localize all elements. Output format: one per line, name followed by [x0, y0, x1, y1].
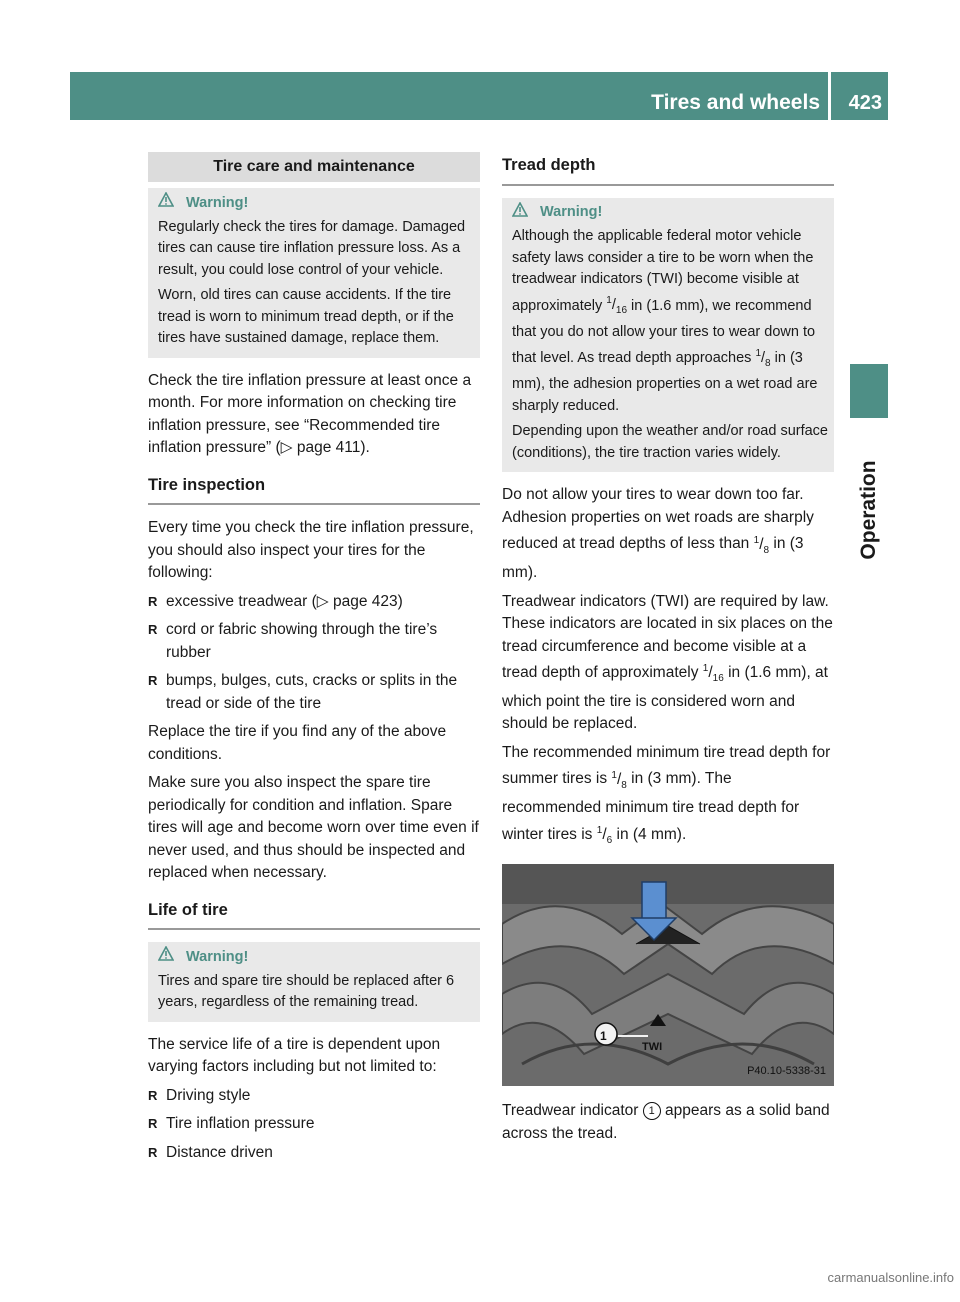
fraction-1-8: $^1/_8$ [755, 348, 771, 369]
figure-caption [502, 1100, 834, 1145]
text-span: in (4 mm). [616, 825, 687, 843]
warning-title [158, 946, 474, 969]
tire-tread-drawing [502, 864, 834, 1086]
paragraph-tread-wear [502, 484, 834, 584]
warning-text [512, 226, 828, 417]
header-bar [70, 72, 888, 120]
text-span: in (3 mm). [502, 535, 804, 582]
fraction-1-16: $^1/_{16}$ [606, 295, 628, 317]
fraction-1-8: $^1/_8$ [753, 534, 770, 556]
warning-title-text: Warning! [186, 194, 249, 211]
paragraph-check-pressure: Check the tire inflation pressure at least once a month. For more information on checking tire inflation pressure, see “Recommended tire inflation pressure” (▷ page 411). [148, 371, 472, 456]
list-item: R excessive treadwear (▷ page 423) [148, 591, 480, 614]
warning-title-text: Warning! [186, 948, 249, 965]
list-item: R bumps, bulges, cuts, cracks or splits in the tread or side of the tire [148, 670, 480, 715]
paragraph-inspection: Every time you check the tire inflation pressure, you should also inspect your tires for the following: [148, 519, 474, 581]
denominator: 6 [606, 834, 613, 846]
text-span: Although the applicable federal motor vehicle safety laws consider a tire to be worn when the treadwear indicators (TWI) become visible at approximately [512, 228, 814, 314]
warning-text: Tires and spare tire should be replaced after 6 years, regardless of the remaining tread. [158, 972, 455, 1010]
fraction-1-6: $^1/_6$ [596, 824, 613, 846]
denominator: 8 [621, 779, 627, 791]
heading-tread-depth: Tread depth [502, 154, 834, 186]
left-column [148, 152, 480, 1170]
watermark: carmanualsonline.info [827, 1270, 954, 1285]
warning-triangle-icon [158, 192, 174, 215]
paragraph-twi [502, 591, 834, 736]
section-title-tire-care: Tire care and maintenance [148, 152, 480, 182]
numerator: 1 [606, 295, 612, 307]
numerator: 1 [611, 769, 617, 781]
inspection-list [148, 591, 480, 716]
figure-code: P40.10-5338-31 [747, 1064, 826, 1077]
tire-tread-illustration [502, 864, 834, 1086]
warning-box-tread-depth [502, 198, 834, 473]
list-item: R Tire inflation pressure [148, 1113, 480, 1136]
numerator: 1 [702, 663, 709, 675]
header-divider [828, 72, 831, 120]
text-span: appears as a solid band across the tread. [502, 1102, 830, 1142]
paragraph-spare-tire: Make sure you also inspect the spare tire periodically for condition and inflation. Spare tires will age and become worn over time even if never used, and thus should be inspected and replaced when necessary. [148, 774, 479, 881]
paragraph-replace: Replace the tire if you find any of the above conditions. [148, 723, 447, 763]
side-tab [850, 364, 888, 418]
numerator: 1 [753, 534, 760, 546]
list-item: R cord or fabric showing through the tire’s rubber [148, 619, 480, 664]
warning-box-tire-damage [148, 188, 480, 358]
text-span: in (1.6 mm), at which point the tire is considered worn and should be replaced. [502, 664, 828, 733]
denominator: 8 [763, 544, 770, 556]
warning-triangle-icon [158, 946, 174, 969]
text-span: in (3 mm), the adhesion properties on a wet road are sharply reduced. [512, 350, 818, 414]
warning-title [158, 192, 474, 215]
text-span: Treadwear indicator [502, 1102, 639, 1120]
text-span: Treadwear indicators (TWI) are required by law. These indicators are located in six places on the tread circumference and become visible at a tread depth of approximately [502, 592, 833, 682]
fraction-1-16: $^1/_{16}$ [702, 663, 724, 685]
list-item: R Driving style [148, 1085, 480, 1108]
warning-box-tire-age [148, 942, 480, 1022]
page-number: 423 [848, 92, 882, 114]
warning-text: Regularly check the tires for damage. Damaged tires can cause tire inflation pressure loss. As a result, you could lose control of your vehicle. [158, 218, 466, 278]
right-column [502, 152, 834, 1151]
numerator: 1 [596, 824, 603, 836]
figure-callout-number: 1 [600, 1029, 607, 1044]
side-label: Operation [857, 460, 880, 560]
denominator: 8 [765, 357, 771, 369]
life-factors-list [148, 1085, 480, 1165]
warning-text: Worn, old tires can cause accidents. If the tire tread is worn to minimum tread depth, or if the tires have sustained damage, replace them. [158, 287, 454, 346]
text-span: in (1.6 mm), we recommend that you do not allow your tires to wear down to that level. As tread depth approaches [512, 297, 816, 367]
warning-title-text: Warning! [540, 204, 603, 220]
numerator: 1 [755, 348, 762, 360]
callout-number-icon: 1 [643, 1102, 661, 1120]
paragraph-service-life: The service life of a tire is dependent upon varying factors including but not limited to: [148, 1035, 441, 1075]
warning-title [512, 202, 828, 225]
twi-label: TWI [642, 1041, 663, 1054]
paragraph-minimum-depth [502, 742, 834, 853]
warning-triangle-icon [512, 202, 528, 225]
denominator: 16 [712, 673, 724, 685]
denominator: 16 [615, 305, 628, 317]
heading-life-of-tire: Life of tire [148, 899, 480, 931]
text-span: The recommended minimum tire tread depth for summer tires is [502, 743, 831, 788]
header-title: Tires and wheels [651, 91, 820, 114]
text-span: in (3 mm). The recommended minimum tire tread depth for winter tires is [502, 770, 800, 843]
text-span: Do not allow your tires to wear down too far. Adhesion properties on wet roads are sharply reduced at tread depths of less than [502, 486, 814, 553]
warning-text: Depending upon the weather and/or road surface (conditions), the tire traction varies widely. [512, 423, 828, 461]
fraction-1-8: $^1/_8$ [611, 769, 627, 791]
heading-tire-inspection: Tire inspection [148, 474, 480, 506]
list-item: R Distance driven [148, 1142, 480, 1165]
